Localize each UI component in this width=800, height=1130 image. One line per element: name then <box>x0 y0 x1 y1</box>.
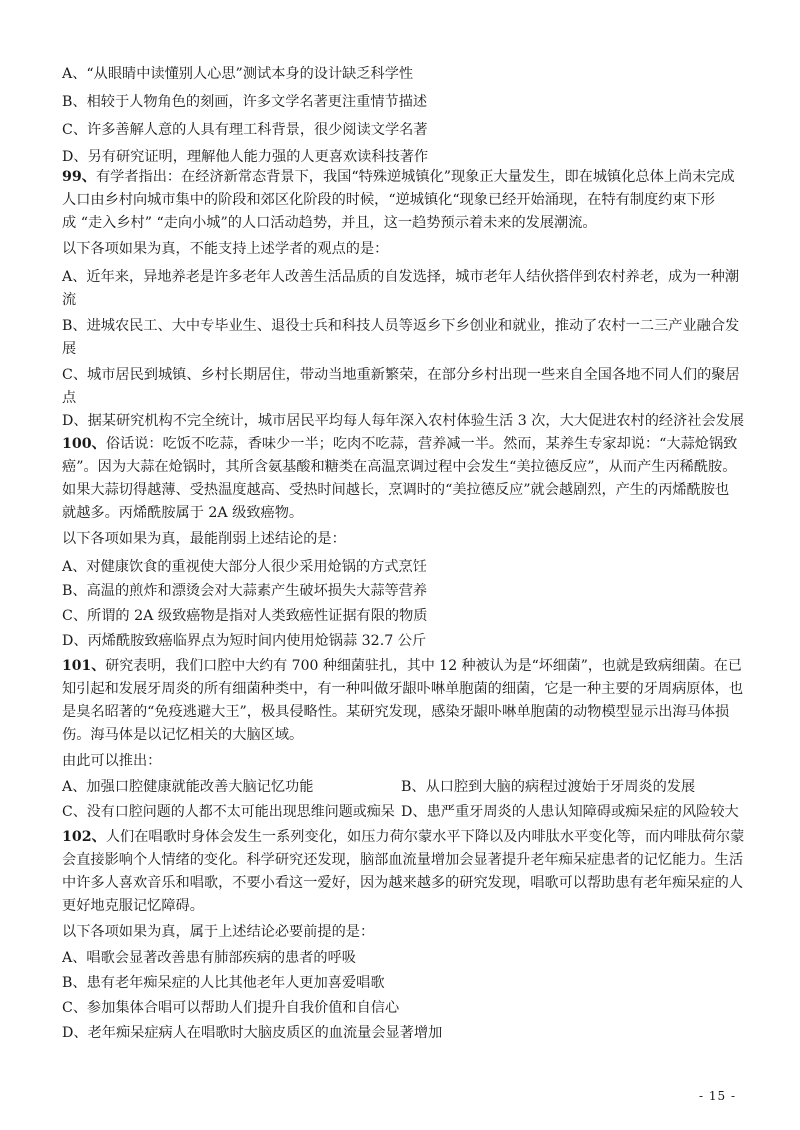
q99-option-b-line-1: B、进城农民工、大中专毕业生、退役士兵和科技人员等返乡下乡创业和就业，推动了农村一二三产业融合发 <box>62 318 740 334</box>
q99-option-c-line-2: 点 <box>62 390 77 406</box>
q99-option-d: D、据某研究机构不完全统计，城市居民平均每人每年深入农村体验生活 3 次，大大促进农村的经济社会发展 <box>62 413 745 429</box>
q99-option-c-line-1: C、城市居民到城镇、乡村长期居住，带动当地重新繁荣，在部分乡村出现一些来自全国各地不同人们的聚居 <box>62 367 740 383</box>
q99-option-a-line-2: 流 <box>62 292 77 308</box>
q100-stem: 以下各项如果为真，最能削弱上述结论的是： <box>62 531 346 547</box>
q100-option-d: D、丙烯酰胺致癌临界点为短时间内使用炝锅蒜 32.7 公斤 <box>62 633 427 649</box>
q102-line-1: 102、人们在唱歌时身体会发生一系列变化，如压力荷尔蒙水平下降以及内啡肽水平变化等，而内啡肽荷尔蒙 <box>62 829 745 845</box>
q99-option-a-line-1: A、近年来，异地养老是许多老年人改善生活品质的自发选择，城市老年人结伙搭伴到农村养老，成为一种潮 <box>62 269 740 285</box>
q102-line-4: 更好地克服记忆障碍。 <box>62 898 204 914</box>
q102-number: 102、 <box>62 829 106 845</box>
q99-line-3: 成 “走入乡村” “走向小城”的人口活动趋势，并且，这一趋势预示着未来的发展潮流。 <box>62 215 597 231</box>
q102-stem: 以下各项如果为真，属于上述结论必要前提的是： <box>62 924 375 940</box>
q101-option-a: A、加强口腔健康就能改善大脑记忆功能 <box>62 779 314 795</box>
q102-option-c: C、参加集体合唱可以帮助人们提升自我价值和自信心 <box>62 1000 400 1016</box>
q99-number: 99、 <box>62 169 96 185</box>
q101-line-4: 伤。海马体是以记忆相关的大脑区域。 <box>62 727 304 743</box>
q100-option-a: A、对健康饮食的重视使大部分人很少采用炝锅的方式烹饪 <box>62 559 427 575</box>
q102-option-a: A、唱歌会显著改善患有肺部疾病的患者的呼吸 <box>62 950 356 966</box>
q100-option-b: B、高温的煎炸和漂烫会对大蒜素产生破坏损失大蒜等营养 <box>62 583 428 599</box>
prev-option-b: B、相较于人物角色的刻画，许多文学名著更注重情节描述 <box>62 94 428 110</box>
q99-stem: 以下各项如果为真，不能支持上述学者的观点的是： <box>62 241 389 257</box>
q101-stem: 由此可以推出： <box>62 753 162 769</box>
q100-option-c: C、所谓的 2A 级致癌物是指对人类致癌性证据有限的物质 <box>62 608 428 624</box>
q102-option-b: B、患有老年痴呆症的人比其他老年人更加喜爱唱歌 <box>62 975 385 991</box>
q100-line-4: 就越多。丙烯酰胺属于 2A 级致癌物。 <box>62 505 304 521</box>
prev-option-d: D、另有研究证明，理解他人能力强的人更喜欢读科技著作 <box>62 149 429 165</box>
prev-option-a: A、“从眼睛中读懂别人心思”测试本身的设计缺乏科学性 <box>62 66 414 82</box>
q100-line-1: 100、俗话说：吃饭不吃蒜，香味少一半；吃肉不吃蒜，营养减一半。然而，某养生专家却说：“大蒜炝锅致 <box>62 436 738 452</box>
q99-option-b-line-2: 展 <box>62 341 77 357</box>
q101-option-c: C、没有口腔问题的人都不太可能出现思维问题或痴呆 <box>62 804 395 820</box>
q100-line-2: 癌”。因为大蒜在炝锅时，其所含氨基酸和糖类在高温烹调过程中会发生“美拉德反应”，从而产生丙稀酰胺。 <box>62 459 737 475</box>
q101-number: 101、 <box>62 658 106 674</box>
q99-line-1: 99、有学者指出：在经济新常态背景下，我国“特殊逆城镇化”现象正大量发生，即在城镇化总体上尚未完成 <box>62 169 735 185</box>
q102-option-d: D、老年痴呆症病人在唱歌时大脑皮质区的血流量会显著增加 <box>62 1025 443 1041</box>
q101-line-3: 是臭名昭著的“免疫逃避大王”，极具侵略性。某研究发现，感染牙龈卟啉单胞菌的动物模型显示出海马体损 <box>62 704 730 720</box>
prev-option-c: C、许多善解人意的人具有理工科背景，很少阅读文学名著 <box>62 122 428 138</box>
q100-line-3: 如果大蒜切得越薄、受热温度越高、受热时间越长，烹调时的“美拉德反应”就会越剧烈，产生的丙烯酰胺也 <box>62 482 730 498</box>
q102-line-2: 会直接影响个人情绪的变化。科学研究还发现，脑部血流量增加会显著提升老年痴呆症患者的记忆能力。生活 <box>62 852 744 868</box>
q102-line-3: 中许多人喜欢音乐和唱歌，不要小看这一爱好，因为越来越多的研究发现，唱歌可以帮助患有老年痴呆症的人 <box>62 875 744 891</box>
q101-option-d: D、患严重牙周炎的人患认知障碍或痴呆症的风险较大 <box>401 804 739 820</box>
q101-line-1: 101、研究表明，我们口腔中大约有 700 种细菌驻扎，其中 12 种被认为是“坏细菌”，也就是致病细菌。在已 <box>62 658 742 674</box>
page-number: - 15 - <box>698 1089 736 1103</box>
q101-option-b: B、从口腔到大脑的病程过渡始于牙周炎的发展 <box>401 779 696 795</box>
q99-line-2: 人口由乡村向城市集中的阶段和郊区化阶段的时候，“逆城镇化“现象已经开始涌现，在特有制度约束下形 <box>62 192 715 208</box>
q101-line-2: 知引起和发展牙周炎的所有细菌种类中，有一种叫做牙龈卟啉单胞菌的细菌，它是一种主要的牙周病原体，也 <box>62 681 744 697</box>
q100-number: 100、 <box>62 436 106 452</box>
